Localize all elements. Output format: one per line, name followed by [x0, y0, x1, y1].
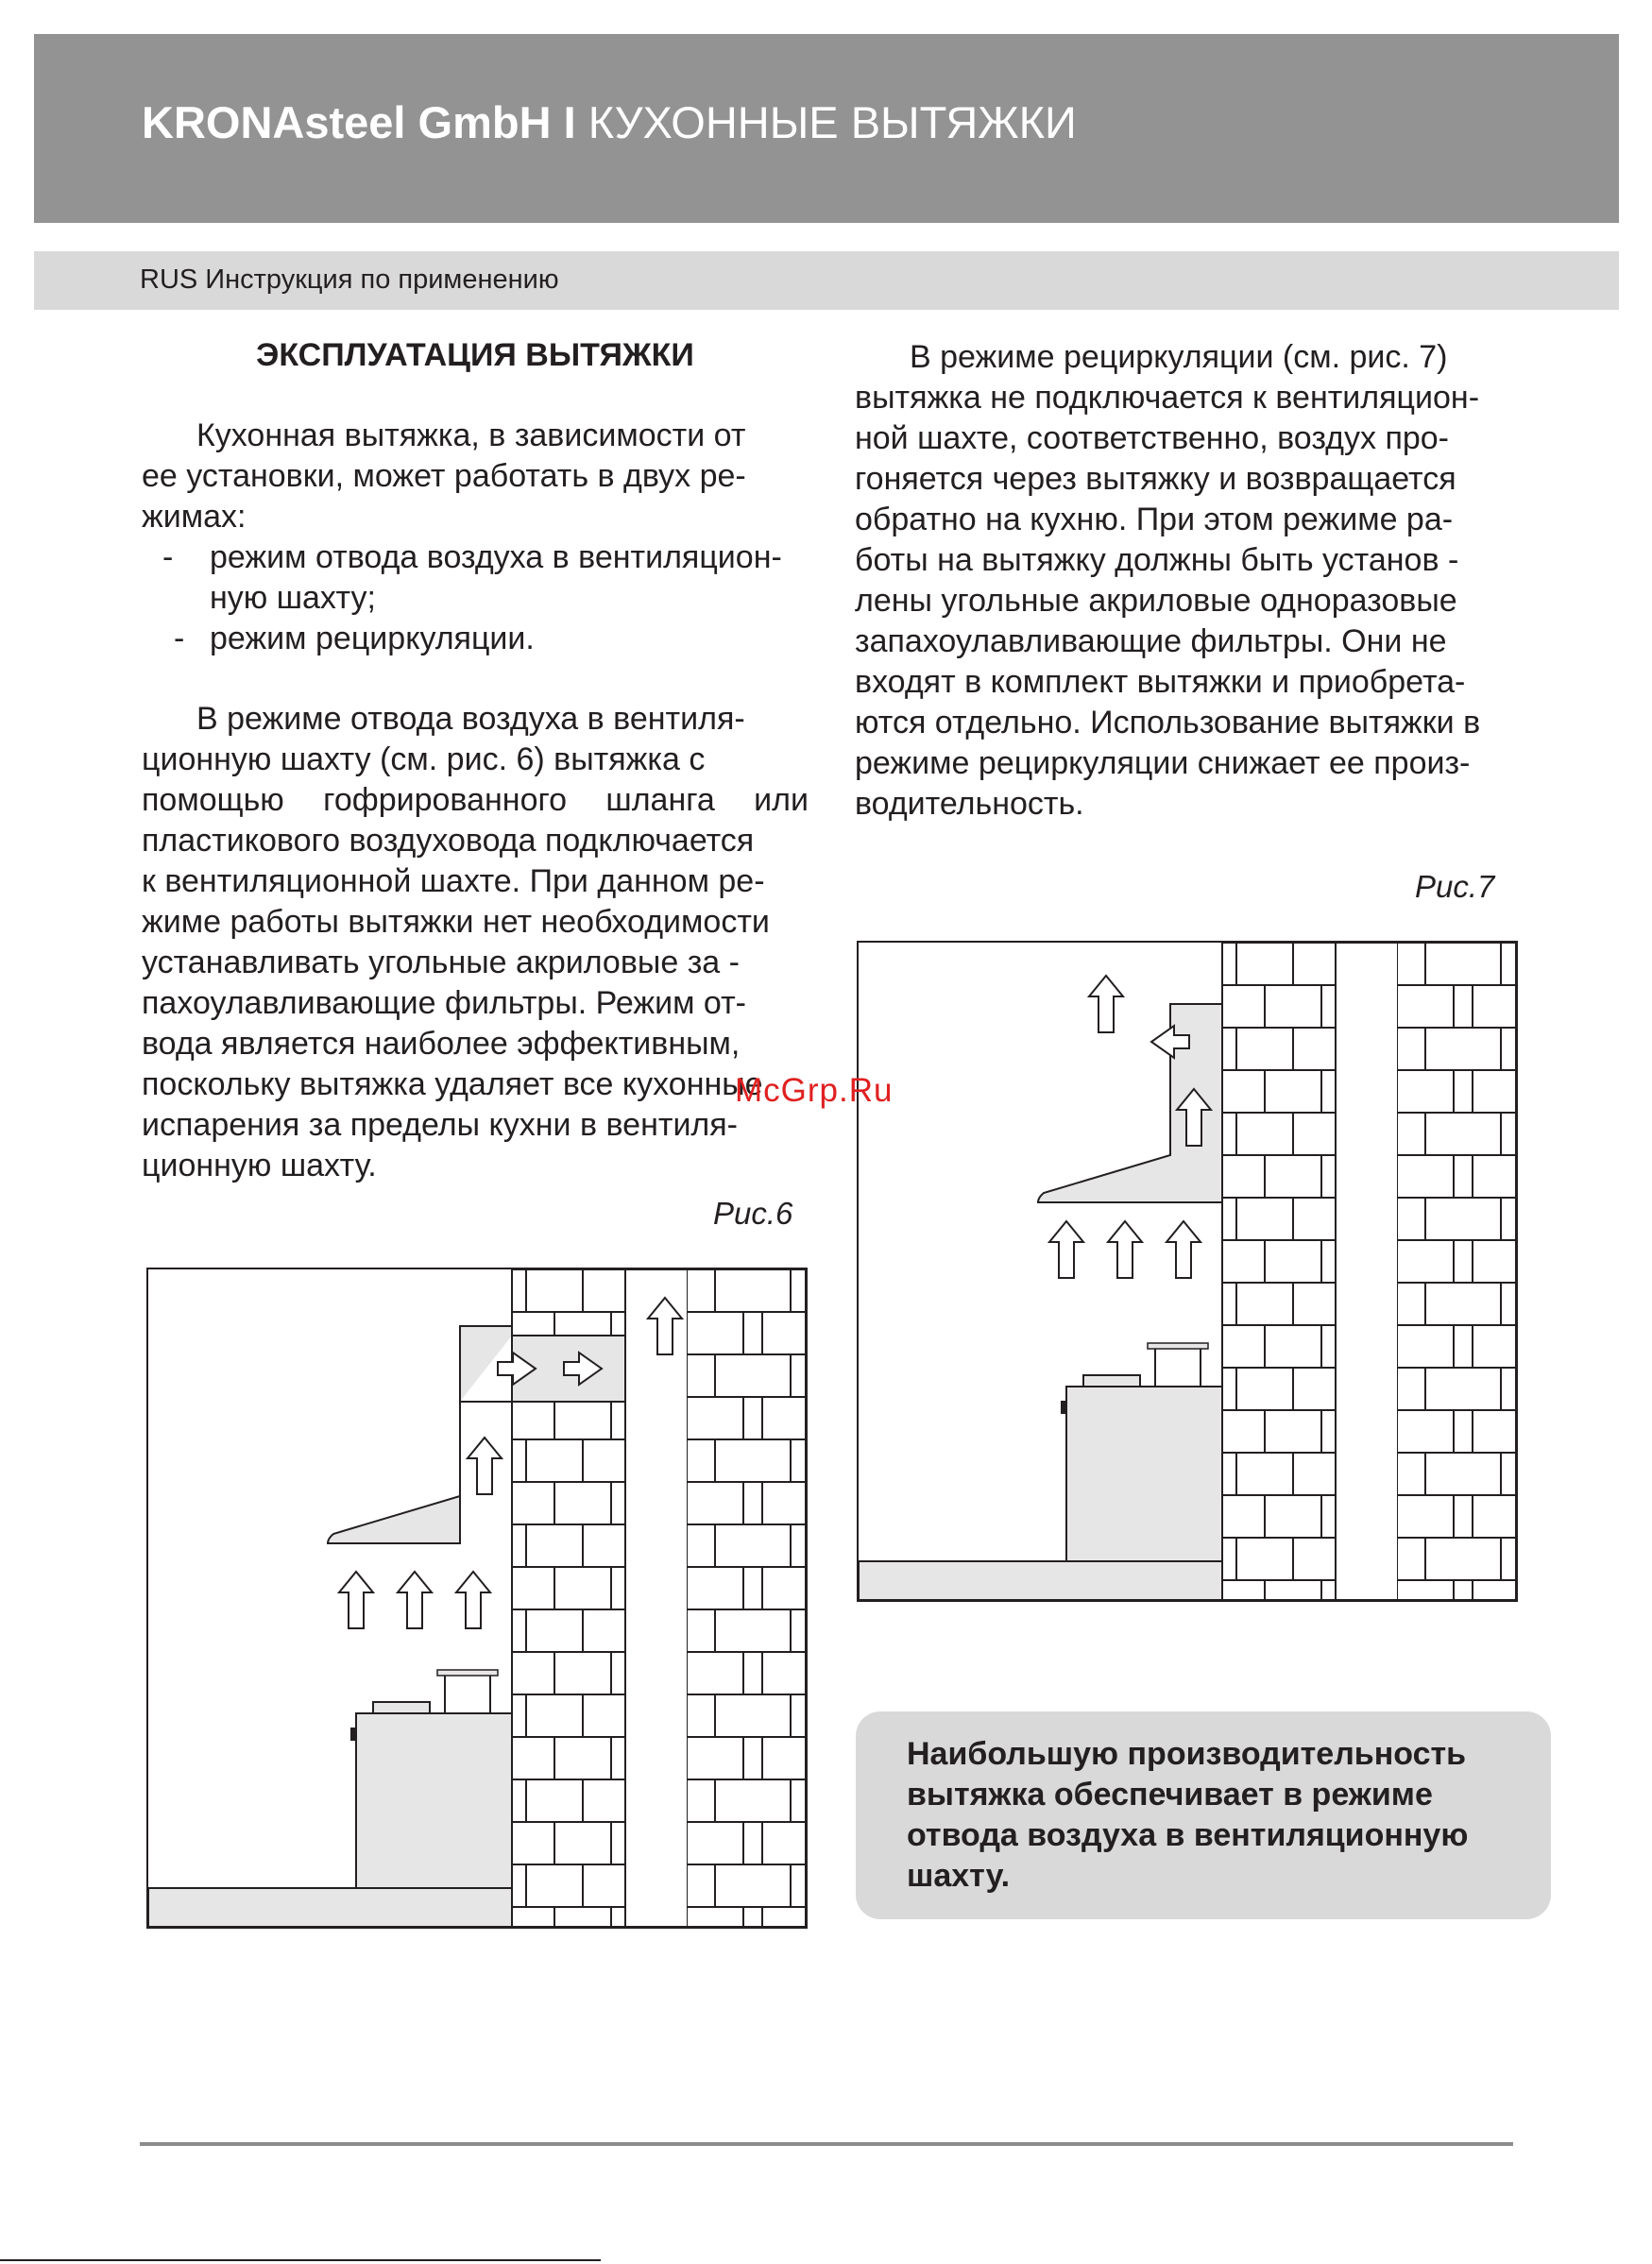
paragraph-line: ной шахте, соответственно, воздух про- [855, 420, 1449, 456]
brand-name: KRONAsteel GmbH I [142, 97, 576, 147]
ventilation-shaft [625, 1269, 688, 1927]
section-heading: ЭКСПЛУАТАЦИЯ ВЫТЯЖКИ [256, 337, 694, 373]
paragraph-line: пластикового воздуховода подключается [142, 823, 755, 859]
outer-brick-wall [688, 1269, 806, 1927]
steam-arrow-icon [339, 1572, 373, 1628]
paragraph-line: поскольку вытяжка удаляет все кухонные [142, 1066, 763, 1102]
subheader-label: RUS Инструкция по применению [140, 264, 559, 295]
steam-arrow-icon [1108, 1221, 1142, 1278]
paragraph-line: В режиме отвода воздуха в вентиля- [196, 701, 745, 737]
note-text [907, 1734, 1521, 1897]
stove [1066, 1387, 1222, 1561]
note-line: отвода воздуха в вентиляционную [907, 1817, 1469, 1853]
pan-icon [373, 1702, 430, 1713]
paragraph-line: к вентиляционной шахте. При данном ре- [142, 863, 765, 899]
paragraph-line: ются отдельно. Использование вытяжки в [855, 705, 1481, 740]
paragraph-line: лены угольные акриловые одноразовые [855, 583, 1457, 619]
note-line: шахту. [907, 1858, 1011, 1894]
paragraph-line: устанавливать угольные акриловые за - [142, 945, 740, 980]
paragraph-line: боты на вытяжку должны быть установ - [855, 542, 1459, 578]
list-item [142, 619, 809, 659]
inner-brick-wall [512, 1402, 625, 1927]
paragraph-line: ционную шахту. [142, 1148, 377, 1183]
section-title: КУХОННЫЕ ВЫТЯЖКИ [588, 97, 1077, 147]
paragraph-line: помощью гофрированного шланга или [142, 782, 809, 818]
steam-arrow-icon [1167, 1221, 1201, 1278]
list-dash: - [162, 539, 174, 575]
left-paragraph-2 [142, 699, 809, 1186]
floor [148, 1888, 512, 1927]
figure-7-recirculation-diagram [857, 941, 1518, 1602]
steam-arrow-icon [456, 1572, 490, 1628]
paragraph-line: вытяжка не подключается к вентиляцион- [855, 380, 1480, 416]
airflow-arrow-icon [1089, 976, 1123, 1032]
list-dash: - [174, 621, 185, 656]
pot-icon [445, 1672, 490, 1713]
paragraph-line: обратно на кухню. При этом режиме ра- [855, 502, 1454, 537]
steam-arrow-icon [398, 1572, 432, 1628]
intro-line: Кухонная вытяжка, в зависимости от [196, 417, 746, 453]
inner-brick-wall-top [512, 1269, 625, 1336]
airflow-arrow-icon [468, 1438, 502, 1494]
paragraph-line: В режиме рециркуляции (см. рис. 7) [910, 339, 1448, 375]
paragraph-line: режиме рециркуляции снижает ее произ- [855, 745, 1471, 781]
note-line: вытяжка обеспечивает в режиме [907, 1777, 1433, 1813]
page-header-title [142, 96, 1077, 148]
paragraph-line: жиме работы вытяжки нет необходимости [142, 904, 770, 940]
pan-icon [1083, 1375, 1140, 1387]
left-column-text [142, 416, 809, 659]
figure-6-exhaust-diagram [146, 1268, 808, 1929]
right-column-text [855, 337, 1525, 825]
stove [356, 1713, 512, 1888]
watermark-text: McGrp.Ru [735, 1072, 894, 1109]
list-item [142, 537, 809, 619]
ventilation-shaft [1336, 943, 1398, 1600]
paragraph-line: вода является наиболее эффективным, [142, 1026, 741, 1062]
list-item-line: ную шахту; [210, 580, 376, 616]
note-line: Наибольшую производительность [907, 1736, 1467, 1772]
paragraph-line: запахоулавливающие фильтры. Они не [855, 623, 1447, 659]
paragraph-line: входят в комплект вытяжки и приобрета- [855, 664, 1466, 700]
paragraph-line: пахоулавливающие фильтры. Режим от- [142, 985, 746, 1021]
list-item-line: режим отвода воздуха в вентиляцион- [210, 539, 782, 575]
inner-brick-wall [1222, 943, 1336, 1600]
footer-divider [140, 2142, 1513, 2146]
outer-brick-wall [1398, 943, 1516, 1600]
intro-line: жимах: [142, 499, 247, 535]
list-item-line: режим рециркуляции. [210, 621, 535, 656]
paragraph-line: ционную шахту (см. рис. 6) вытяжка с [142, 741, 706, 777]
figure-7-caption: Рис.7 [1415, 869, 1495, 904]
figure-6-caption: Рис.6 [713, 1196, 793, 1231]
paragraph-line: водительность. [855, 786, 1084, 822]
intro-line: ее установки, может работать в двух ре- [142, 458, 746, 494]
pot-icon [1155, 1345, 1201, 1387]
floor [859, 1561, 1222, 1600]
paragraph-line: испарения за пределы кухни в вентиля- [142, 1107, 739, 1143]
steam-arrow-icon [1049, 1221, 1083, 1278]
paragraph-line: гоняется через вытяжку и возвращается [855, 461, 1456, 497]
bottom-divider [0, 2259, 601, 2261]
